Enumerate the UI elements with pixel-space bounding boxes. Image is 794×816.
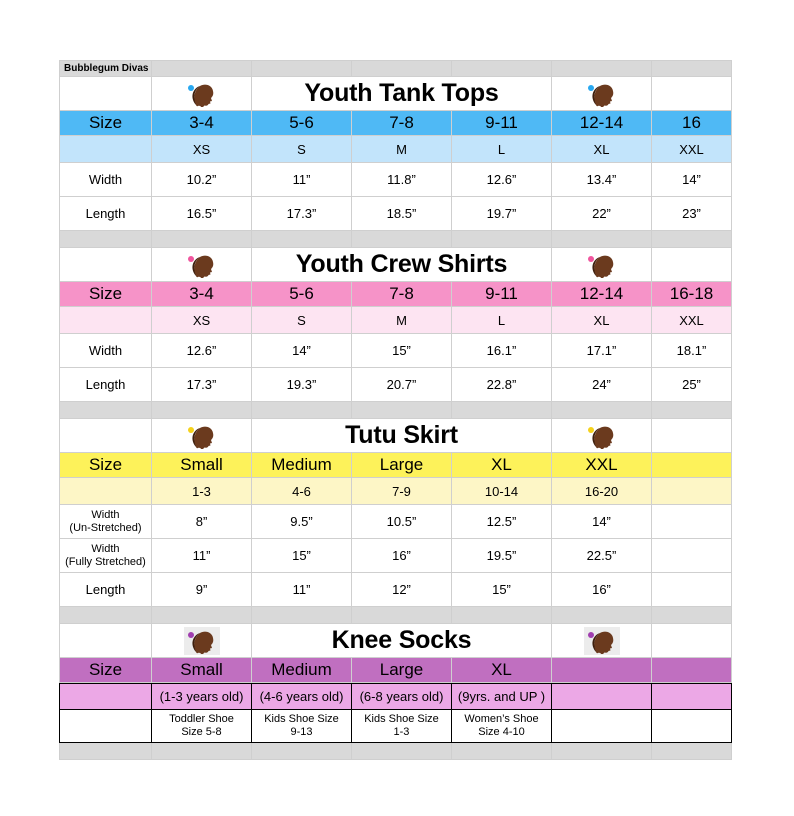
measurement-cell: 11” [252,163,352,197]
row-label: Length [59,368,152,402]
girl-silhouette-icon [552,624,652,658]
size-label: Size [59,282,152,307]
measurement-cell: 9” [152,573,252,607]
size-label: Size [59,111,152,136]
size-cell [652,658,732,683]
measurement-cell: 14” [252,334,352,368]
measurement-cell: 22.8” [452,368,552,402]
size-cell: 9-11 [452,111,552,136]
girl-silhouette-icon [552,248,652,282]
letter-size-cell: S [252,307,352,334]
measurement-cell: 17.3” [152,368,252,402]
measurement-cell: 18.1” [652,334,732,368]
row-label: Length [59,197,152,231]
socks-title: Knee Socks [331,626,472,654]
row-label: Length [59,573,152,607]
size-cell: 7-8 [352,282,452,307]
socks-age-row [59,683,732,710]
measurement-cell: 16.5” [152,197,252,231]
shoe-size-cell: Kids Shoe Size 1-3 [352,710,452,743]
measurement-cell: 22.5” [552,539,652,573]
tutu-size-row [59,453,732,478]
size-cell: Medium [252,453,352,478]
age-range-cell [652,683,732,710]
measurement-cell: 12.5” [452,505,552,539]
shoe-size-cell: Kids Shoe Size 9-13 [252,710,352,743]
measurement-cell: 15” [352,334,452,368]
age-range-cell: 1-3 [152,478,252,505]
crew-title-row [59,248,732,282]
measurement-cell: 23” [652,197,732,231]
measurement-cell: 25” [652,368,732,402]
size-cell: 16-18 [652,282,732,307]
measurement-cell: 9.5” [252,505,352,539]
girl-silhouette-icon [552,77,652,111]
measurement-cell: 12.6” [152,334,252,368]
measurement-cell: 8” [152,505,252,539]
size-cell: 7-8 [352,111,452,136]
crew-size-row [59,282,732,307]
letter-size-cell: XS [152,136,252,163]
measurement-cell: 22” [552,197,652,231]
measurement-cell: 18.5” [352,197,452,231]
size-cell: 3-4 [152,111,252,136]
measurement-cell: 19.3” [252,368,352,402]
measurement-cell: 19.7” [452,197,552,231]
measurement-cell: 19.5” [452,539,552,573]
tutu-width-unstretched-row [59,505,732,539]
age-range-cell [652,478,732,505]
size-cell: 12-14 [552,282,652,307]
size-cell: Large [352,658,452,683]
size-cell: XXL [552,453,652,478]
letter-size-cell: XL [552,307,652,334]
measurement-cell [652,573,732,607]
measurement-cell: 10.5” [352,505,452,539]
size-cell: 16 [652,111,732,136]
crew-width-row [59,334,732,368]
tutu-width-stretched-row [59,539,732,573]
measurement-cell: 17.3” [252,197,352,231]
size-cell: 5-6 [252,282,352,307]
row-label: Width (Fully Stretched) [59,539,152,573]
sheet-name: Bubblegum Divas [59,60,152,77]
measurement-cell: 11” [152,539,252,573]
tank-length-row [59,197,732,231]
size-cell: 3-4 [152,282,252,307]
measurement-cell: 14” [652,163,732,197]
age-range-cell: (1-3 years old) [152,683,252,710]
age-range-cell: (4-6 years old) [252,683,352,710]
row-label: Width [59,163,152,197]
crew-length-row [59,368,732,402]
letter-size-cell: XS [152,307,252,334]
size-cell: Small [152,658,252,683]
letter-size-cell: XXL [652,307,732,334]
size-cell [552,658,652,683]
measurement-cell: 16” [552,573,652,607]
shoe-size-cell [552,710,652,743]
measurement-cell [652,539,732,573]
separator-row [59,743,732,760]
measurement-cell: 20.7” [352,368,452,402]
tank-title: Youth Tank Tops [304,79,499,107]
tank-size-row [59,111,732,136]
measurement-cell: 16” [352,539,452,573]
age-range-cell: (9yrs. and UP ) [452,683,552,710]
letter-size-cell: S [252,136,352,163]
tutu-title-row [59,419,732,453]
measurement-cell: 14” [552,505,652,539]
size-cell: Medium [252,658,352,683]
shoe-size-cell: Toddler Shoe Size 5-8 [152,710,252,743]
letter-size-cell: L [452,136,552,163]
measurement-cell: 24” [552,368,652,402]
age-range-cell: 4-6 [252,478,352,505]
measurement-cell [652,505,732,539]
separator-row [59,607,732,624]
letter-size-cell: XXL [652,136,732,163]
tutu-length-row [59,573,732,607]
measurement-cell: 15” [452,573,552,607]
size-cell: Small [152,453,252,478]
separator-row [59,402,732,419]
separator-row [59,231,732,248]
letter-size-cell: M [352,136,452,163]
tutu-title: Tutu Skirt [345,421,458,449]
size-cell [652,453,732,478]
row-label: Width (Un-Stretched) [59,505,152,539]
socks-title-row [59,624,732,658]
age-range-cell [552,683,652,710]
tank-letter-row [59,136,732,163]
size-cell: 9-11 [452,282,552,307]
girl-silhouette-icon [152,419,252,453]
row-label: Width [59,334,152,368]
letter-size-cell: M [352,307,452,334]
age-range-cell: 7-9 [352,478,452,505]
girl-silhouette-icon [152,77,252,111]
measurement-cell: 11.8” [352,163,452,197]
age-range-cell: (6-8 years old) [352,683,452,710]
shoe-size-cell [652,710,732,743]
socks-shoe-row [59,710,732,743]
age-range-cell: 10-14 [452,478,552,505]
socks-size-row [59,658,732,683]
size-cell: XL [452,453,552,478]
size-cell: XL [452,658,552,683]
size-cell: Large [352,453,452,478]
tank-title-row [59,77,732,111]
size-chart-sheet [59,60,732,760]
size-label: Size [59,658,152,683]
shoe-size-cell: Women’s Shoe Size 4-10 [452,710,552,743]
measurement-cell: 13.4” [552,163,652,197]
letter-size-cell: XL [552,136,652,163]
size-cell: 12-14 [552,111,652,136]
crew-title: Youth Crew Shirts [295,250,508,278]
measurement-cell: 11” [252,573,352,607]
size-cell: 5-6 [252,111,352,136]
girl-silhouette-icon [152,624,252,658]
crew-letter-row [59,307,732,334]
size-label: Size [59,453,152,478]
measurement-cell: 10.2” [152,163,252,197]
tank-width-row [59,163,732,197]
age-range-cell: 16-20 [552,478,652,505]
measurement-cell: 12.6” [452,163,552,197]
measurement-cell: 15” [252,539,352,573]
letter-size-cell: L [452,307,552,334]
tutu-range-row [59,478,732,505]
girl-silhouette-icon [152,248,252,282]
sheet-header-row [59,60,732,77]
measurement-cell: 17.1” [552,334,652,368]
measurement-cell: 12” [352,573,452,607]
girl-silhouette-icon [552,419,652,453]
measurement-cell: 16.1” [452,334,552,368]
